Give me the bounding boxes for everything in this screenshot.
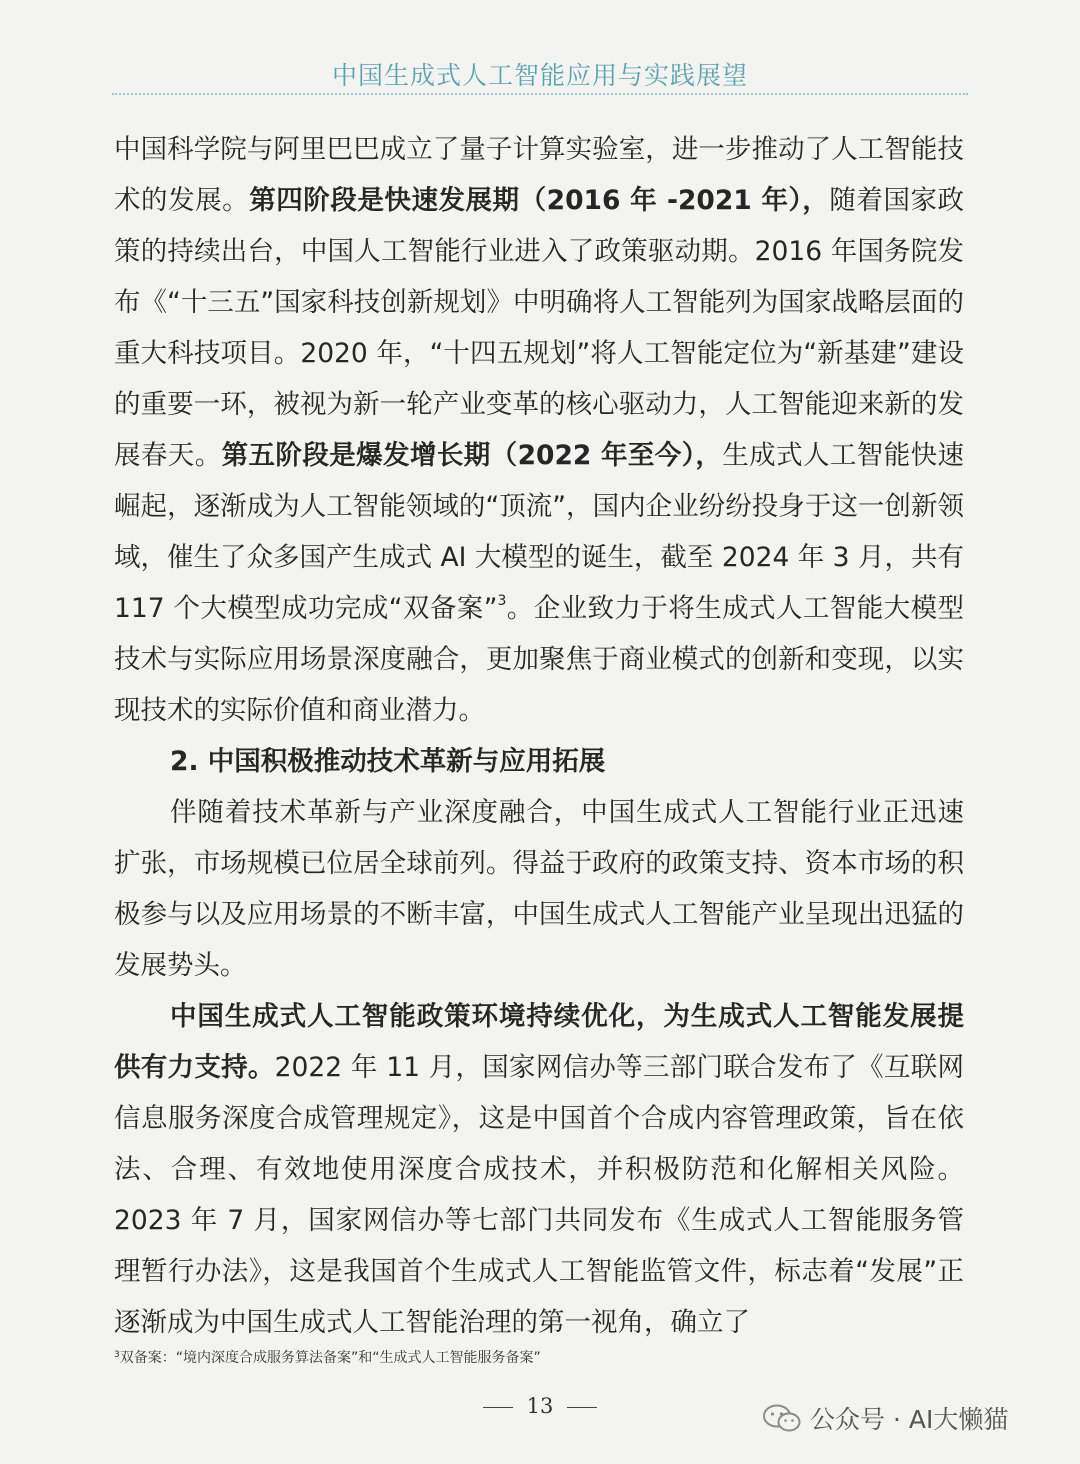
watermark-text: 公众号 · AI大懒猫 xyxy=(810,1405,1009,1434)
text-segment: 生成式人工智能快速崛起，逐渐成为人工智能领域的“顶流”，国内企业纷纷投身于这一创新领域，催生了众多国产生成式 AI 大模型的诞生，截至 2024 年 3 月，共有 117 个大模型成功完成“双备案” xyxy=(114,440,965,624)
text-segment: 伴随着技术革新与产业深度融合，中国生成式人工智能行业正迅速扩张，市场规模已位居全球前列。得益于政府的政策支持、资本市场的积极参与以及应用场景的不断丰富，中国生成式人工智能产业呈现出迅猛的发展势头。 xyxy=(114,797,964,981)
header-divider xyxy=(112,93,968,95)
footnote-text: 双备案：“境内深度合成服务算法备案”和“生成式人工智能服务备案” xyxy=(119,1350,541,1366)
section-heading: 2. 中国积极推动技术革新与应用拓展 xyxy=(170,746,606,777)
text-segment: 。企业致力于将生成式人工智能大模型技术与实际应用场景深度融合，更加聚焦于商业模式的创新和变现，以实现技术的实际价值和商业潜力。 xyxy=(114,593,965,726)
paragraph-stages xyxy=(114,124,964,736)
text-segment: 2022 年 11 月，国家网信办等三部门联合发布了《互联网信息服务深度合成管理规定》，这是中国首个合成内容管理政策，旨在依法、合理、有效地使用深度合成技术，并积极防范和化解相关风险。2023 年 7 月，国家网信办等七部门共同发布《生成式人工智能服务管理暂行办法》，这是我国首个生成式人工智能监管文件，标志着“发展”正逐渐成为中国生成式人工智能治理的第一视角，确立了 xyxy=(114,1052,964,1338)
paragraph-policy xyxy=(114,991,964,1348)
wechat-icon xyxy=(762,1403,802,1433)
text-segment: 中国科学院与阿里巴巴成立了量子计算实验室，进一步推动了人工智能技术的发展。 xyxy=(114,134,964,216)
text-segment: 随着国家政策的持续出台，中国人工智能行业进入了政策驱动期。2016 年国务院发布《“十三五”国家科技创新规划》中明确将人工智能列为国家战略层面的重大科技项目。2020 年，“十四五规划”将人工智能定位为“新基建”建设的重要一环，被视为新一轮产业变革的核心驱动力，人工智能迎来新的发展春天。 xyxy=(114,185,965,471)
footnote-marker: 3 xyxy=(497,593,507,609)
running-header-title: 中国生成式人工智能应用与实践展望 xyxy=(331,61,748,90)
footnote xyxy=(114,1347,541,1367)
page-number-value: 13 xyxy=(526,1394,554,1418)
watermark xyxy=(762,1400,1008,1436)
policy-lead-sentence: 中国生成式人工智能政策环境持续优化，为生成式人工智能发展提供有力支持。 xyxy=(114,1001,964,1083)
dash-left xyxy=(483,1407,513,1408)
stage-five-heading: 第五阶段是爆发增长期（2022 年至今）， xyxy=(221,440,723,471)
footnote-number: 3 xyxy=(114,1350,120,1360)
dash-right xyxy=(567,1407,597,1408)
stage-four-heading: 第四阶段是快速发展期（2016 年 -2021 年）， xyxy=(249,185,830,216)
body-text xyxy=(114,124,964,1348)
paragraph-market xyxy=(114,787,964,991)
